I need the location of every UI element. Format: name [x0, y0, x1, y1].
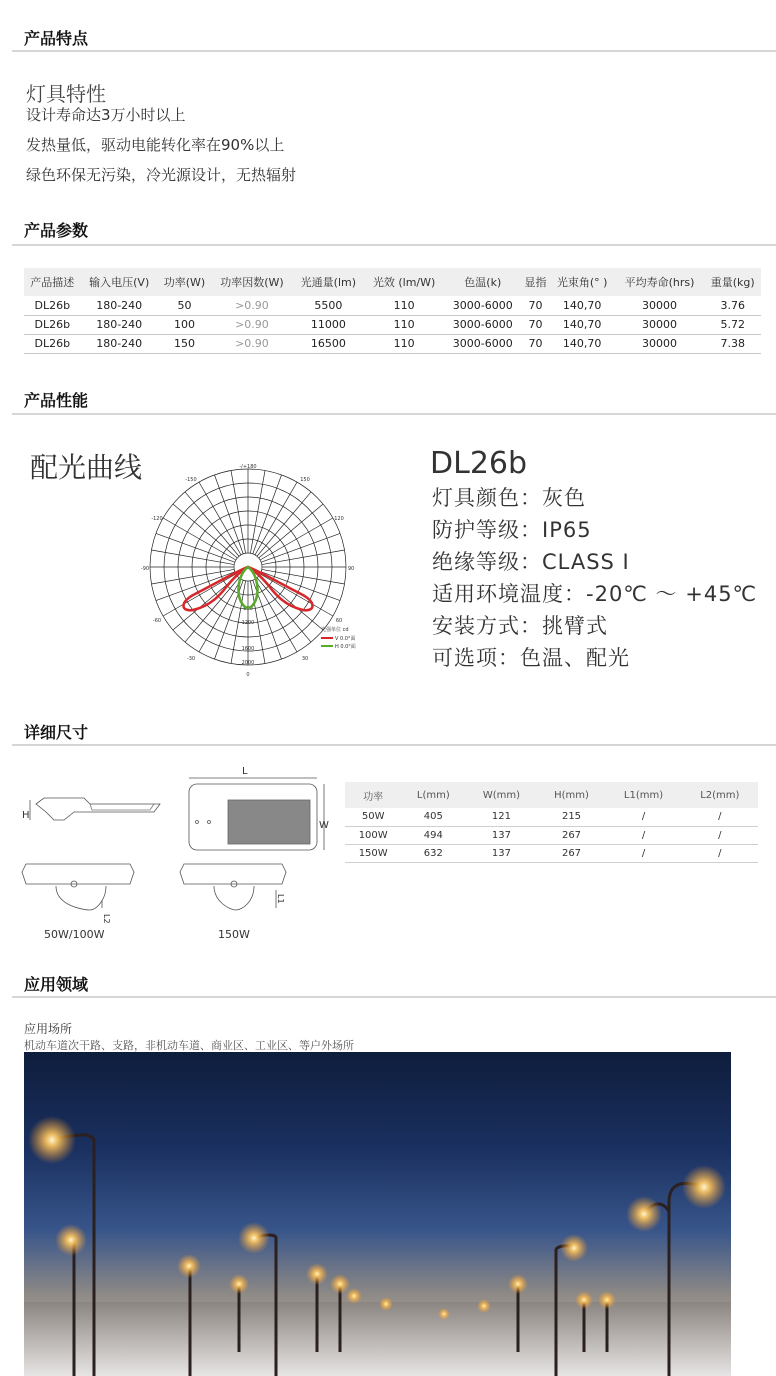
- radial-label: 800: [243, 606, 253, 612]
- angle-label: -60: [152, 618, 162, 624]
- angle-label: 90: [347, 566, 355, 572]
- table-cell: 137: [465, 826, 537, 844]
- table-cell: 180-240: [81, 334, 158, 353]
- params-header-cell: 功率(W): [158, 268, 211, 296]
- params-header-cell: 功率因数(W): [211, 268, 293, 296]
- params-table: [24, 268, 761, 354]
- dims-header-cell: 功率: [345, 782, 401, 808]
- table-row: [24, 334, 761, 353]
- legend-h-label: H 0.0°面: [335, 644, 356, 650]
- features-heading: 灯具特性: [26, 82, 106, 106]
- legend-title: 光强单位 cd: [321, 627, 349, 633]
- section-divider: [12, 244, 776, 246]
- params-header-cell: 产品描述: [24, 268, 81, 296]
- light-curve-title: 配光曲线: [30, 451, 143, 484]
- table-cell: 110: [364, 296, 444, 315]
- dim-l2-label: L2: [102, 914, 111, 924]
- section-divider: [12, 50, 776, 52]
- table-cell: >0.90: [211, 315, 293, 334]
- angle-label: 60: [335, 618, 343, 624]
- front-view-small: [22, 864, 134, 910]
- table-cell: 140,70: [550, 315, 615, 334]
- radial-label: 1600: [241, 646, 255, 652]
- dimension-drawings: [14, 760, 334, 950]
- street-lights-photo: [24, 1052, 731, 1376]
- table-cell: 150: [158, 334, 211, 353]
- table-cell: 5.72: [704, 315, 761, 334]
- table-cell: 3000-6000: [444, 315, 521, 334]
- table-cell: /: [682, 826, 758, 844]
- feature-item: 设计寿命达3万小时以上: [26, 106, 186, 124]
- section-title-performance: 产品性能: [24, 391, 89, 410]
- params-header-cell: 光效 (lm/W): [364, 268, 444, 296]
- dims-header-cell: L1(mm): [605, 782, 681, 808]
- spec-item: 防护等级：IP65: [432, 518, 592, 542]
- dim-l1-label: L1: [276, 894, 285, 904]
- section-divider: [12, 996, 776, 998]
- table-cell: DL26b: [24, 315, 81, 334]
- section-title-application: 应用领域: [24, 975, 89, 994]
- angle-label: 0: [246, 672, 250, 678]
- angle-label: -/+180: [239, 464, 257, 470]
- angle-label: -120: [151, 516, 163, 522]
- table-row: [345, 844, 758, 862]
- angle-label: 120: [334, 516, 344, 522]
- section-title-features: 产品特点: [24, 29, 89, 48]
- dimensions-table: [345, 782, 758, 863]
- table-cell: 215: [538, 808, 606, 826]
- table-cell: 3000-6000: [444, 296, 521, 315]
- product-model: DL26b: [430, 446, 528, 481]
- dim-l-label: L: [242, 766, 248, 777]
- table-cell: 494: [401, 826, 465, 844]
- table-cell: 632: [401, 844, 465, 862]
- table-cell: /: [605, 844, 681, 862]
- section-title-dimensions: 详细尺寸: [24, 723, 89, 742]
- section-title-params: 产品参数: [24, 221, 89, 240]
- dims-header-cell: H(mm): [538, 782, 606, 808]
- table-cell: 5500: [293, 296, 364, 315]
- feature-item: 发热量低，驱动电能转化率在90%以上: [26, 136, 285, 154]
- table-cell: 70: [521, 315, 549, 334]
- spec-item: 绝缘等级：CLASS Ⅰ: [432, 550, 630, 574]
- spec-item: 灯具颜色：灰色: [432, 486, 586, 510]
- table-cell: 30000: [615, 334, 705, 353]
- table-cell: >0.90: [211, 334, 293, 353]
- spec-item: 安装方式：挑臂式: [432, 614, 608, 638]
- dim-w-label: W: [319, 820, 329, 831]
- caption-small-model: 50W/100W: [44, 928, 105, 941]
- table-cell: 50: [158, 296, 211, 315]
- table-cell: 11000: [293, 315, 364, 334]
- table-cell: 16500: [293, 334, 364, 353]
- params-header-cell: 平均寿命(hrs): [615, 268, 705, 296]
- light-glows: [28, 1116, 726, 1320]
- radial-label: 2000: [241, 660, 255, 666]
- table-cell: 30000: [615, 296, 705, 315]
- table-cell: 70: [521, 296, 549, 315]
- spec-item: 可选项：色温、配光: [432, 646, 630, 670]
- application-label: 应用场所: [24, 1022, 73, 1036]
- table-row: [345, 826, 758, 844]
- table-cell: 121: [465, 808, 537, 826]
- table-cell: 180-240: [81, 315, 158, 334]
- dims-table-header: [345, 782, 758, 808]
- params-header-cell: 光束角(° ): [550, 268, 615, 296]
- angle-label: -30: [186, 656, 196, 662]
- table-cell: 3.76: [704, 296, 761, 315]
- table-cell: 267: [538, 844, 606, 862]
- table-cell: /: [682, 844, 758, 862]
- table-cell: 3000-6000: [444, 334, 521, 353]
- table-cell: /: [682, 808, 758, 826]
- table-cell: DL26b: [24, 334, 81, 353]
- params-header-cell: 输入电压(V): [81, 268, 158, 296]
- table-cell: 7.38: [704, 334, 761, 353]
- front-view-large: [180, 864, 286, 910]
- table-cell: 70: [521, 334, 549, 353]
- table-cell: 140,70: [550, 296, 615, 315]
- application-description: 机动车道次干路、支路，非机动车道、商业区、工业区、等户外场所: [24, 1039, 354, 1052]
- table-cell: 30000: [615, 315, 705, 334]
- dim-h-label: H: [22, 810, 30, 821]
- top-view-drawing: [189, 778, 324, 850]
- table-cell: 50W: [345, 808, 401, 826]
- params-header-cell: 显指: [521, 268, 549, 296]
- table-cell: DL26b: [24, 296, 81, 315]
- polar-light-distribution-chart: [135, 462, 365, 682]
- params-header-cell: 色温(k): [444, 268, 521, 296]
- table-cell: 137: [465, 844, 537, 862]
- dims-header-cell: L2(mm): [682, 782, 758, 808]
- table-cell: 405: [401, 808, 465, 826]
- table-cell: 100: [158, 315, 211, 334]
- dims-header-cell: L(mm): [401, 782, 465, 808]
- table-cell: 110: [364, 315, 444, 334]
- table-cell: 100W: [345, 826, 401, 844]
- table-cell: 150W: [345, 844, 401, 862]
- params-header-cell: 重量(kg): [704, 268, 761, 296]
- table-row: [345, 808, 758, 826]
- side-view-drawing: [30, 798, 160, 820]
- angle-label: -150: [185, 477, 197, 483]
- table-cell: 267: [538, 826, 606, 844]
- section-divider: [12, 413, 776, 415]
- radial-label: 1200: [241, 620, 255, 626]
- table-cell: /: [605, 826, 681, 844]
- table-cell: /: [605, 808, 681, 826]
- legend-v-label: V 0.0°面: [335, 636, 356, 642]
- angle-label: -90: [140, 566, 150, 572]
- table-cell: >0.90: [211, 296, 293, 315]
- table-row: [24, 315, 761, 334]
- section-divider: [12, 744, 776, 746]
- angle-label: 30: [301, 656, 309, 662]
- angle-label: 150: [300, 477, 310, 483]
- table-cell: 140,70: [550, 334, 615, 353]
- table-cell: 180-240: [81, 296, 158, 315]
- feature-item: 绿色环保无污染，冷光源设计，无热辐射: [26, 166, 297, 184]
- params-table-header: [24, 268, 761, 296]
- spec-item: 适用环境温度：-20℃ ～ +45℃: [432, 582, 758, 606]
- table-cell: 110: [364, 334, 444, 353]
- caption-large-model: 150W: [218, 928, 250, 941]
- table-row: [24, 296, 761, 315]
- dims-header-cell: W(mm): [465, 782, 537, 808]
- params-header-cell: 光通量(lm): [293, 268, 364, 296]
